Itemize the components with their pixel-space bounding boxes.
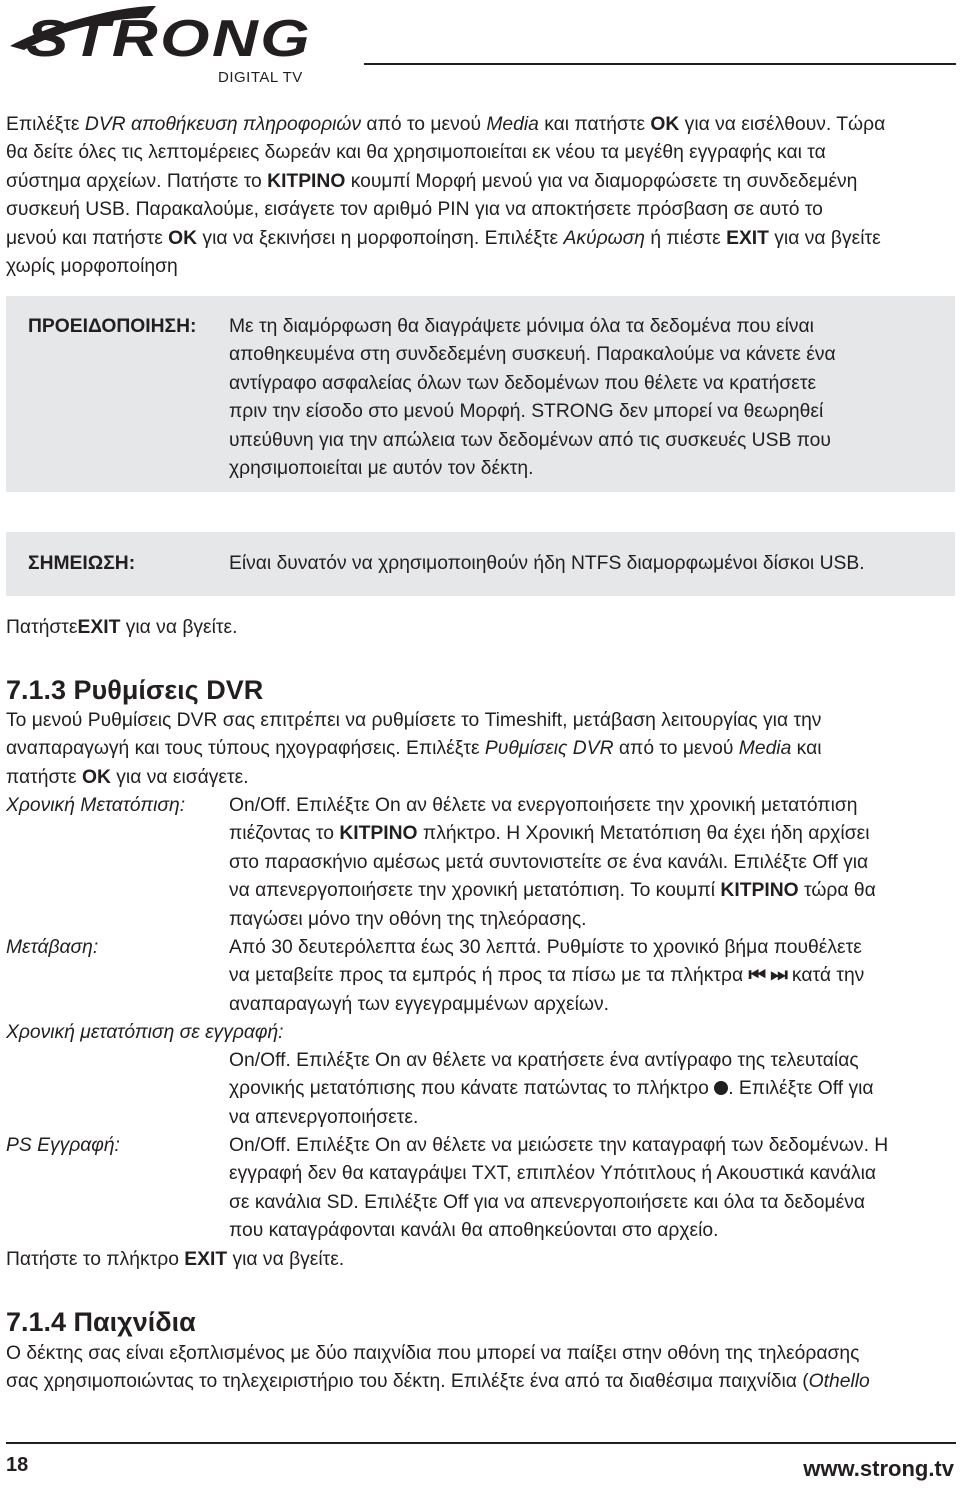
note-label: ΣΗΜΕΙΩΣΗ: bbox=[28, 553, 136, 574]
exit-instruction-2: Πατήστε το πλήκτρο EXIT για να βγείτε. bbox=[6, 1249, 345, 1270]
text-line: On/Off. Επιλέξτε On αν θέλετε να μειώσετε την καταγραφή των δεδομένων. Η bbox=[229, 1135, 889, 1156]
svg-text:STRONG: STRONG bbox=[26, 10, 312, 68]
note-text bbox=[229, 550, 865, 578]
text-line: On/Off. Επιλέξτε On αν θέλετε να κρατήσετε ένα αντίγραφο της τελευταίας bbox=[229, 1050, 859, 1071]
page-number: 18 bbox=[6, 1454, 29, 1476]
text-line: On/Off. Επιλέξτε On αν θέλετε να ενεργοποιήσετε την χρονική μετατόπιση bbox=[229, 795, 858, 816]
def-term-ps-record: PS Εγγραφή: bbox=[6, 1135, 120, 1156]
text-line: σας χρησιμοποιώντας το τηλεχειριστήριο του δέκτη. Επιλέξτε ένα από τα διαθέσιμα παιχνίδια (Othello bbox=[6, 1371, 870, 1393]
def-term-jump: Μετάβαση: bbox=[6, 937, 99, 958]
text-line: Με τη διαμόρφωση θα διαγράψετε μόνιμα όλα τα δεδομένα που είναι bbox=[229, 316, 814, 337]
skip-forward-icon: ⏭ bbox=[770, 965, 787, 987]
section-heading: 7.1.3 Ρυθμίσεις DVR bbox=[6, 675, 264, 705]
text-line: Το μενού Ρυθμίσεις DVR σας επιτρέπει να ρυθμίσετε το Timeshift, μετάβαση λειτουργίας για την bbox=[6, 710, 822, 731]
warning-box bbox=[6, 296, 955, 492]
def-body-timeshift bbox=[229, 792, 876, 934]
def-term-timeshift-record: Χρονική μετατόπιση σε εγγραφή: bbox=[6, 1022, 284, 1043]
text-line: αναπαραγωγή των εγγεγραμμένων αρχείων. bbox=[229, 993, 609, 1015]
text-line: εγγραφή δεν θα καταγράψει TXT, επιπλέον Υπότιτλους ή Ακουστικά κανάλια bbox=[229, 1163, 877, 1185]
text-line: πατήστε OK για να εισάγετε. bbox=[6, 766, 249, 788]
brand-logo bbox=[6, 0, 316, 92]
text-line: Από 30 δευτερόλεπτα έως 30 λεπτά. Ρυθμίστε το χρονικό βήμα πουθέλετε bbox=[229, 937, 862, 958]
header-divider bbox=[364, 63, 956, 65]
logo-subtitle: DIGITAL TV bbox=[218, 69, 303, 86]
website-url: www.strong.tv bbox=[803, 1456, 954, 1481]
text-line: πιέζοντας το ΚΙΤΡΙΝΟ πλήκτρο. Η Χρονική Μετατόπιση θα έχει ήδη αρχίσει bbox=[229, 823, 870, 845]
text-line: συσκευή USB. Παρακαλούμε, εισάγετε τον αριθμό PIN για να αποκτήσετε πρόσβαση σε αυτό το bbox=[6, 199, 823, 221]
warning-label: ΠΡΟΕΙΔΟΠΟΙΗΣΗ: bbox=[28, 316, 197, 337]
text-line: Είναι δυνατόν να χρησιμοποιηθούν ήδη NTFS διαμορφωμένοι δίσκοι USB. bbox=[229, 553, 865, 574]
text-line: αποθηκευμένα στη συνδεδεμένη συσκευή. Παρακαλούμε να κάνετε ένα bbox=[229, 344, 836, 366]
text-line: σύστημα αρχείων. Πατήστε το ΚΙΤΡΙΝΟ κουμπί Μορφή μενού για να διαμορφώσετε τη συνδεδεμένη bbox=[6, 170, 858, 192]
text-line: που καταγράφονται κανάλι θα αποθηκεύονται στο αρχείο. bbox=[229, 1220, 719, 1242]
def-body-timeshift-record bbox=[229, 1047, 874, 1132]
skip-back-icon: ⏮ bbox=[748, 965, 765, 987]
text-line: θα δείτε όλες τις λεπτομέρειες δωρεάν και θα χρησιμοποιείται εκ νέου τα μεγέθη εγγραφής και τα bbox=[6, 142, 826, 164]
text-line: χρησιμοποιείται με αυτόν τον δέκτη. bbox=[229, 457, 534, 479]
text-line: υπεύθυνη για την απώλεια των δεδομένων από τις συσκευές USB που bbox=[229, 429, 831, 451]
intro-paragraph bbox=[6, 111, 956, 281]
warning-text bbox=[229, 313, 836, 483]
def-term-timeshift: Χρονική Μετατόπιση: bbox=[6, 795, 186, 816]
text-line: μενού και πατήστε OK για να ξεκινήσει η μορφοποίηση. Επιλέξτε Ακύρωση ή πιέστε EXIT για να βγείτε bbox=[6, 227, 881, 249]
text-line: Ο δέκτης σας είναι εξοπλισμένος με δύο παιχνίδια που μπορεί να παίξει στην οθόνη της τηλεόρασης bbox=[6, 1343, 860, 1364]
footer-divider bbox=[6, 1442, 956, 1444]
text-line: πριν την είσοδο στο μενού Μορφή. STRONG δεν μπορεί να θεωρηθεί bbox=[229, 401, 824, 423]
text-line: χρονικής μετατόπισης που κάνατε πατώντας το πλήκτρο . Επιλέξτε Off για bbox=[229, 1078, 874, 1100]
text-line: να απενεργοποιήσετε. bbox=[229, 1106, 419, 1128]
strong-logo-icon bbox=[6, 0, 316, 70]
section-heading-games: 7.1.4 Παιχνίδια bbox=[6, 1307, 196, 1337]
text-line: χωρίς μορφοποίηση bbox=[6, 255, 178, 277]
record-icon bbox=[714, 1081, 728, 1095]
text-line: παγώσει μόνο την οθόνη της τηλεόρασης. bbox=[229, 908, 587, 930]
text-line: να απενεργοποιήσετε την χρονική μετατόπιση. Το κουμπί ΚΙΤΡΙΝΟ τώρα θα bbox=[229, 880, 876, 902]
text-line: αναπαραγωγή και τους τύπους ηχογραφήσεις. Επιλέξτε Ρυθμίσεις DVR από το μενού Media και bbox=[6, 738, 822, 760]
text-line: αντίγραφο ασφαλείας όλων των δεδομένων που θέλετε να κρατήσετε bbox=[229, 372, 817, 394]
text-line: να μεταβείτε προς τα εμπρός ή προς τα πίσω με τα πλήκτρα ⏮ ⏭ κατά την bbox=[229, 965, 865, 987]
text-line: Επιλέξτε DVR αποθήκευση πληροφοριών από το μενού Media και πατήστε OK για να εισέλθουν. Τώρα bbox=[6, 114, 886, 135]
def-body-ps-record bbox=[229, 1132, 888, 1246]
section-intro-paragraph bbox=[6, 707, 956, 792]
def-body-jump bbox=[229, 934, 864, 1019]
games-paragraph bbox=[6, 1340, 956, 1397]
note-box bbox=[6, 532, 955, 596]
exit-instruction: ΠατήστεEXIT για να βγείτε. bbox=[6, 617, 238, 638]
text-line: σε κανάλια SD. Επιλέξτε Off για να απενεργοποιήσετε και όλα τα δεδομένα bbox=[229, 1191, 865, 1213]
text-line: στο παρασκήνιο αμέσως μετά συντονιστείτε σε ένα κανάλι. Επιλέξτε Off για bbox=[229, 851, 869, 873]
